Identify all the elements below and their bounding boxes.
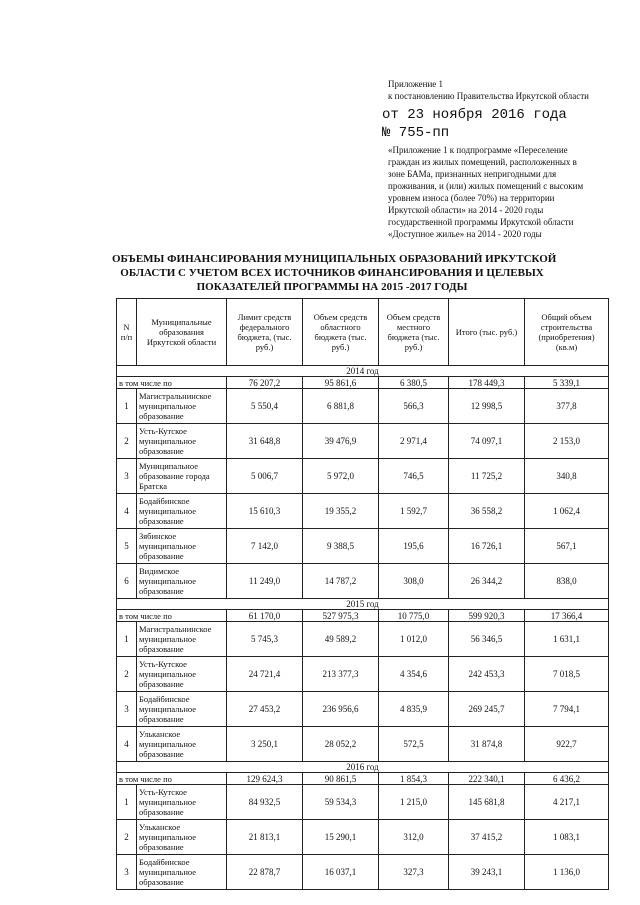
row-number: 4 — [117, 494, 137, 529]
row-value: 2 971,4 — [379, 424, 449, 459]
appendix-label: Приложение 1 — [388, 79, 444, 89]
row-value: 566,3 — [379, 389, 449, 424]
row-value: 27 453,2 — [227, 692, 303, 727]
row-number: 3 — [117, 459, 137, 494]
year-label: 2014 год — [117, 366, 609, 377]
document-title — [112, 252, 557, 294]
year-row — [117, 366, 609, 377]
municipality-name: Магистральнинское муниципальное образование — [137, 389, 227, 424]
row-value: 28 052,2 — [303, 727, 379, 762]
row-value: 21 813,1 — [227, 820, 303, 855]
row-value: 12 998,5 — [449, 389, 525, 424]
appendix-quote — [388, 144, 628, 240]
table-row — [117, 727, 609, 762]
column-header-federal: Лимит средств федерального бюджета, (тыс. руб.) — [227, 299, 303, 366]
municipality-name: Бодайбинское муниципальное образование — [137, 692, 227, 727]
column-header-number: N п/п — [117, 299, 137, 366]
row-value: 7 018,5 — [525, 657, 609, 692]
subtotal-label: в том числе по — [117, 377, 227, 389]
row-value: 26 344,2 — [449, 564, 525, 599]
table-body — [117, 366, 609, 890]
table-row — [117, 855, 609, 890]
row-value: 145 681,8 — [449, 785, 525, 820]
table-row — [117, 424, 609, 459]
row-number: 4 — [117, 727, 137, 762]
title-line: ПОКАЗАТЕЛЕЙ ПРОГРАММЫ НА 2015 -2017 ГОДЫ — [196, 281, 468, 293]
quote-line: зоне БАМа, признанных непригодными для — [388, 169, 557, 179]
subtotal-row — [117, 773, 609, 785]
table-row — [117, 692, 609, 727]
row-value: 84 932,5 — [227, 785, 303, 820]
row-value: 36 558,2 — [449, 494, 525, 529]
municipality-name: Усть-Кутское муниципальное образование — [137, 785, 227, 820]
subtotal-value: 222 340,1 — [449, 773, 525, 785]
subtotal-value: 527 975,3 — [303, 610, 379, 622]
row-value: 4 354,6 — [379, 657, 449, 692]
row-value: 56 346,5 — [449, 622, 525, 657]
municipality-name: Ульканское муниципальное образование — [137, 727, 227, 762]
quote-line: Иркутской области» на 2014 - 2020 годы — [388, 205, 544, 215]
year-row — [117, 599, 609, 610]
column-header-area: Общий объем строительства (приобретения) (кв.м) — [525, 299, 609, 366]
subtotal-value: 5 339,1 — [525, 377, 609, 389]
row-value: 1 215,0 — [379, 785, 449, 820]
row-number: 1 — [117, 622, 137, 657]
subtotal-value: 10 775,0 — [379, 610, 449, 622]
row-value: 1 012,0 — [379, 622, 449, 657]
table-row — [117, 389, 609, 424]
title-line: ОБЛАСТИ С УЧЕТОМ ВСЕХ ИСТОЧНИКОВ ФИНАНСИРОВАНИЯ И ЦЕЛЕВЫХ — [120, 267, 544, 279]
row-value: 340,8 — [525, 459, 609, 494]
row-value: 1 592,7 — [379, 494, 449, 529]
row-value: 16 037,1 — [303, 855, 379, 890]
row-number: 3 — [117, 855, 137, 890]
row-value: 4 217,1 — [525, 785, 609, 820]
row-value: 1 062,4 — [525, 494, 609, 529]
row-number: 1 — [117, 785, 137, 820]
resolution-number: № 755-пп — [382, 125, 450, 141]
financing-table — [116, 298, 609, 890]
row-number: 2 — [117, 820, 137, 855]
row-number: 5 — [117, 529, 137, 564]
subtotal-value: 599 920,3 — [449, 610, 525, 622]
row-value: 572,5 — [379, 727, 449, 762]
subtotal-value: 61 170,0 — [227, 610, 303, 622]
subtotal-value: 95 861,6 — [303, 377, 379, 389]
quote-line: государственной программы Иркутской области — [388, 217, 574, 227]
row-value: 2 153,0 — [525, 424, 609, 459]
year-label: 2015 год — [117, 599, 609, 610]
row-value: 39 476,9 — [303, 424, 379, 459]
subtotal-value: 17 366,4 — [525, 610, 609, 622]
row-value: 11 249,0 — [227, 564, 303, 599]
row-value: 242 453,3 — [449, 657, 525, 692]
municipality-name: Муниципальное образование города Братска — [137, 459, 227, 494]
row-value: 377,8 — [525, 389, 609, 424]
resolution-label: к постановлению Правительства Иркутской области — [388, 91, 589, 101]
row-value: 7 142,0 — [227, 529, 303, 564]
row-value: 327,3 — [379, 855, 449, 890]
row-value: 5 006,7 — [227, 459, 303, 494]
subtotal-value: 6 380,5 — [379, 377, 449, 389]
table-row — [117, 820, 609, 855]
row-value: 312,0 — [379, 820, 449, 855]
row-value: 31 874,8 — [449, 727, 525, 762]
table-row — [117, 785, 609, 820]
column-header-total: Итого (тыс. руб.) — [449, 299, 525, 366]
table-row — [117, 494, 609, 529]
subtotal-value: 178 449,3 — [449, 377, 525, 389]
municipality-name: Усть-Кутское муниципальное образование — [137, 424, 227, 459]
row-value: 6 881,8 — [303, 389, 379, 424]
row-value: 22 878,7 — [227, 855, 303, 890]
document-header — [382, 78, 628, 240]
title-line: ОБЪЕМЫ ФИНАНСИРОВАНИЯ МУНИЦИПАЛЬНЫХ ОБРАЗОВАНИЙ ИРКУТСКОЙ — [112, 253, 557, 265]
row-value: 4 835,9 — [379, 692, 449, 727]
column-header-local: Объем средств местного бюджета (тыс. руб.) — [379, 299, 449, 366]
subtotal-row — [117, 610, 609, 622]
row-value: 5 550,4 — [227, 389, 303, 424]
year-label: 2016 год — [117, 762, 609, 773]
quote-line: «Приложение 1 к подпрограмме «Переселение — [388, 145, 568, 155]
municipality-name: Магистральнинское муниципальное образование — [137, 622, 227, 657]
row-value: 49 589,2 — [303, 622, 379, 657]
row-number: 2 — [117, 424, 137, 459]
row-value: 16 726,1 — [449, 529, 525, 564]
row-value: 31 648,8 — [227, 424, 303, 459]
subtotal-value: 6 436,2 — [525, 773, 609, 785]
table-row — [117, 529, 609, 564]
row-value: 59 534,3 — [303, 785, 379, 820]
row-number: 1 — [117, 389, 137, 424]
column-header-municipality: Муниципальные образования Иркутской области — [137, 299, 227, 366]
subtotal-value: 90 861,5 — [303, 773, 379, 785]
quote-line: граждан из жилых помещений, расположенных в — [388, 157, 577, 167]
row-value: 213 377,3 — [303, 657, 379, 692]
subtotal-value: 129 624,3 — [227, 773, 303, 785]
row-value: 19 355,2 — [303, 494, 379, 529]
row-value: 9 388,5 — [303, 529, 379, 564]
row-value: 39 243,1 — [449, 855, 525, 890]
year-row — [117, 762, 609, 773]
row-value: 11 725,2 — [449, 459, 525, 494]
row-number: 6 — [117, 564, 137, 599]
row-value: 236 956,6 — [303, 692, 379, 727]
subtotal-value: 76 207,2 — [227, 377, 303, 389]
row-value: 5 972,0 — [303, 459, 379, 494]
quote-line: уровнем износа (более 70%) на территории — [388, 193, 555, 203]
municipality-name: Бодайбинское муниципальное образование — [137, 855, 227, 890]
subtotal-label: в том числе по — [117, 773, 227, 785]
table-row — [117, 657, 609, 692]
municipality-name: Зябинское муниципальное образование — [137, 529, 227, 564]
row-value: 195,6 — [379, 529, 449, 564]
row-value: 74 097,1 — [449, 424, 525, 459]
municipality-name: Бодайбинское муниципальное образование — [137, 494, 227, 529]
row-value: 15 290,1 — [303, 820, 379, 855]
row-value: 37 415,2 — [449, 820, 525, 855]
quote-line: «Доступное жилье» на 2014 - 2020 годы — [388, 229, 542, 239]
row-value: 5 745,3 — [227, 622, 303, 657]
resolution-date: от 23 ноября 2016 года — [382, 107, 567, 123]
column-header-regional: Объем средств областного бюджета (тыс. руб.) — [303, 299, 379, 366]
subtotal-label: в том числе по — [117, 610, 227, 622]
row-value: 1 631,1 — [525, 622, 609, 657]
table-row — [117, 622, 609, 657]
municipality-name: Усть-Кутское муниципальное образование — [137, 657, 227, 692]
row-value: 308,0 — [379, 564, 449, 599]
row-value: 746,5 — [379, 459, 449, 494]
row-value: 922,7 — [525, 727, 609, 762]
row-value: 24 721,4 — [227, 657, 303, 692]
row-value: 838,0 — [525, 564, 609, 599]
row-value: 1 136,0 — [525, 855, 609, 890]
row-number: 2 — [117, 657, 137, 692]
row-number: 3 — [117, 692, 137, 727]
quote-line: проживания, и (или) жилых помещений с высоким — [388, 181, 584, 191]
row-value: 7 794,1 — [525, 692, 609, 727]
row-value: 269 245,7 — [449, 692, 525, 727]
municipality-name: Ульканское муниципальное образование — [137, 820, 227, 855]
row-value: 14 787,2 — [303, 564, 379, 599]
table-row — [117, 564, 609, 599]
row-value: 567,1 — [525, 529, 609, 564]
row-value: 15 610,3 — [227, 494, 303, 529]
subtotal-value: 1 854,3 — [379, 773, 449, 785]
subtotal-row — [117, 377, 609, 389]
table-row — [117, 459, 609, 494]
table-header-row — [117, 299, 609, 366]
row-value: 3 250,1 — [227, 727, 303, 762]
row-value: 1 083,1 — [525, 820, 609, 855]
municipality-name: Видимское муниципальное образование — [137, 564, 227, 599]
